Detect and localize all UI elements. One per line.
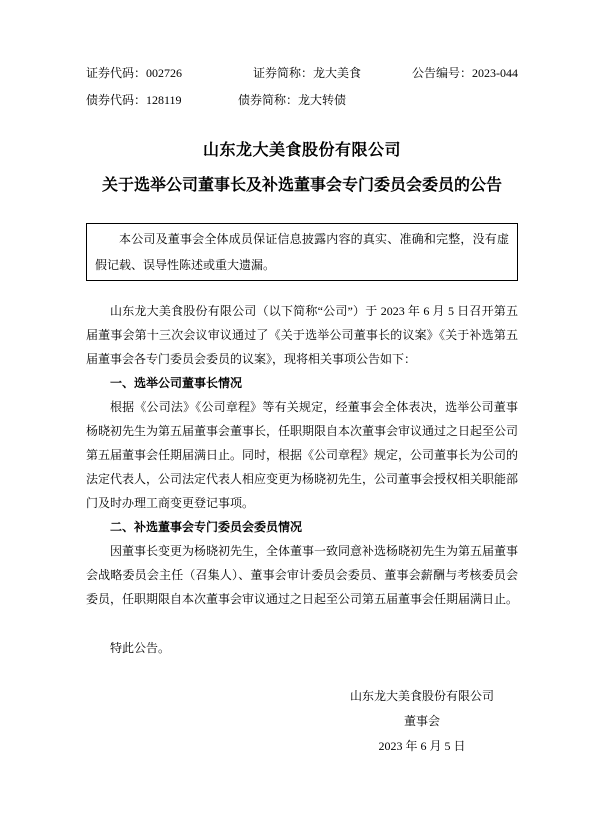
disclaimer-text: 本公司及董事会全体成员保证信息披露内容的真实、准确和完整，没有虚假记载、误导性陈述或重大遗漏。	[95, 232, 509, 272]
announcement-number: 公告编号：2023-044	[412, 66, 518, 80]
disclaimer-box	[86, 223, 518, 281]
signature-date: 2023 年 6 月 5 日	[378, 739, 466, 753]
stock-code: 证券代码：002726	[86, 66, 183, 80]
intro-paragraph: 山东龙大美食股份有限公司（以下简称“公司”）于 2023 年 6 月 5 日召开第五届董事会第十三次会议审议通过了《关于选举公司董事长的议案》《关于补选第五届董事会各专门委员会委员的议案》，现将相关事项公告如下：	[86, 304, 518, 366]
signature-company: 山东龙大美食股份有限公司	[349, 689, 494, 703]
bond-code: 债券代码：128119	[86, 93, 182, 107]
announcement-title: 关于选举公司董事长及补选董事会专门委员会委员的公告	[101, 177, 502, 194]
securities-header-row-1	[86, 60, 518, 87]
signature-board: 董事会	[403, 714, 440, 728]
securities-header-row-2	[86, 87, 518, 114]
securities-header	[86, 60, 518, 114]
signature-block	[346, 684, 498, 759]
section1-paragraph: 根据《公司法》《公司章程》等有关规定，经董事会全体表决，选举公司董事杨晓初先生为第五届董事会董事长，任职期限自本次董事会审议通过之日起至公司第五届董事会任期届满日止。同时，根据《公司章程》规定，公司董事长为公司的法定代表人，公司法定代表人相应变更为杨晓初先生，公司董事会授权相关职能部门及时办理工商变更登记事项。	[86, 400, 519, 510]
section2-heading: 二、补选董事会专门委员会委员情况	[110, 520, 303, 534]
company-name-title: 山东龙大美食股份有限公司	[202, 142, 401, 159]
section2-paragraph: 因董事长变更为杨晓初先生，全体董事一致同意补选杨晓初先生为第五届董事会战略委员会主任（召集人）、董事会审计委员会委员、董事会薪酬与考核委员会委员，任职期限自本次董事会审议通过之日起至公司第五届董事会任期届满日止。	[86, 544, 519, 606]
stock-short-name: 证券简称：龙大美食	[253, 66, 362, 80]
section1-heading: 一、选举公司董事长情况	[110, 376, 243, 390]
bond-short-name: 债券简称：龙大转债	[238, 93, 347, 107]
closing-statement: 特此公告。	[110, 641, 171, 655]
